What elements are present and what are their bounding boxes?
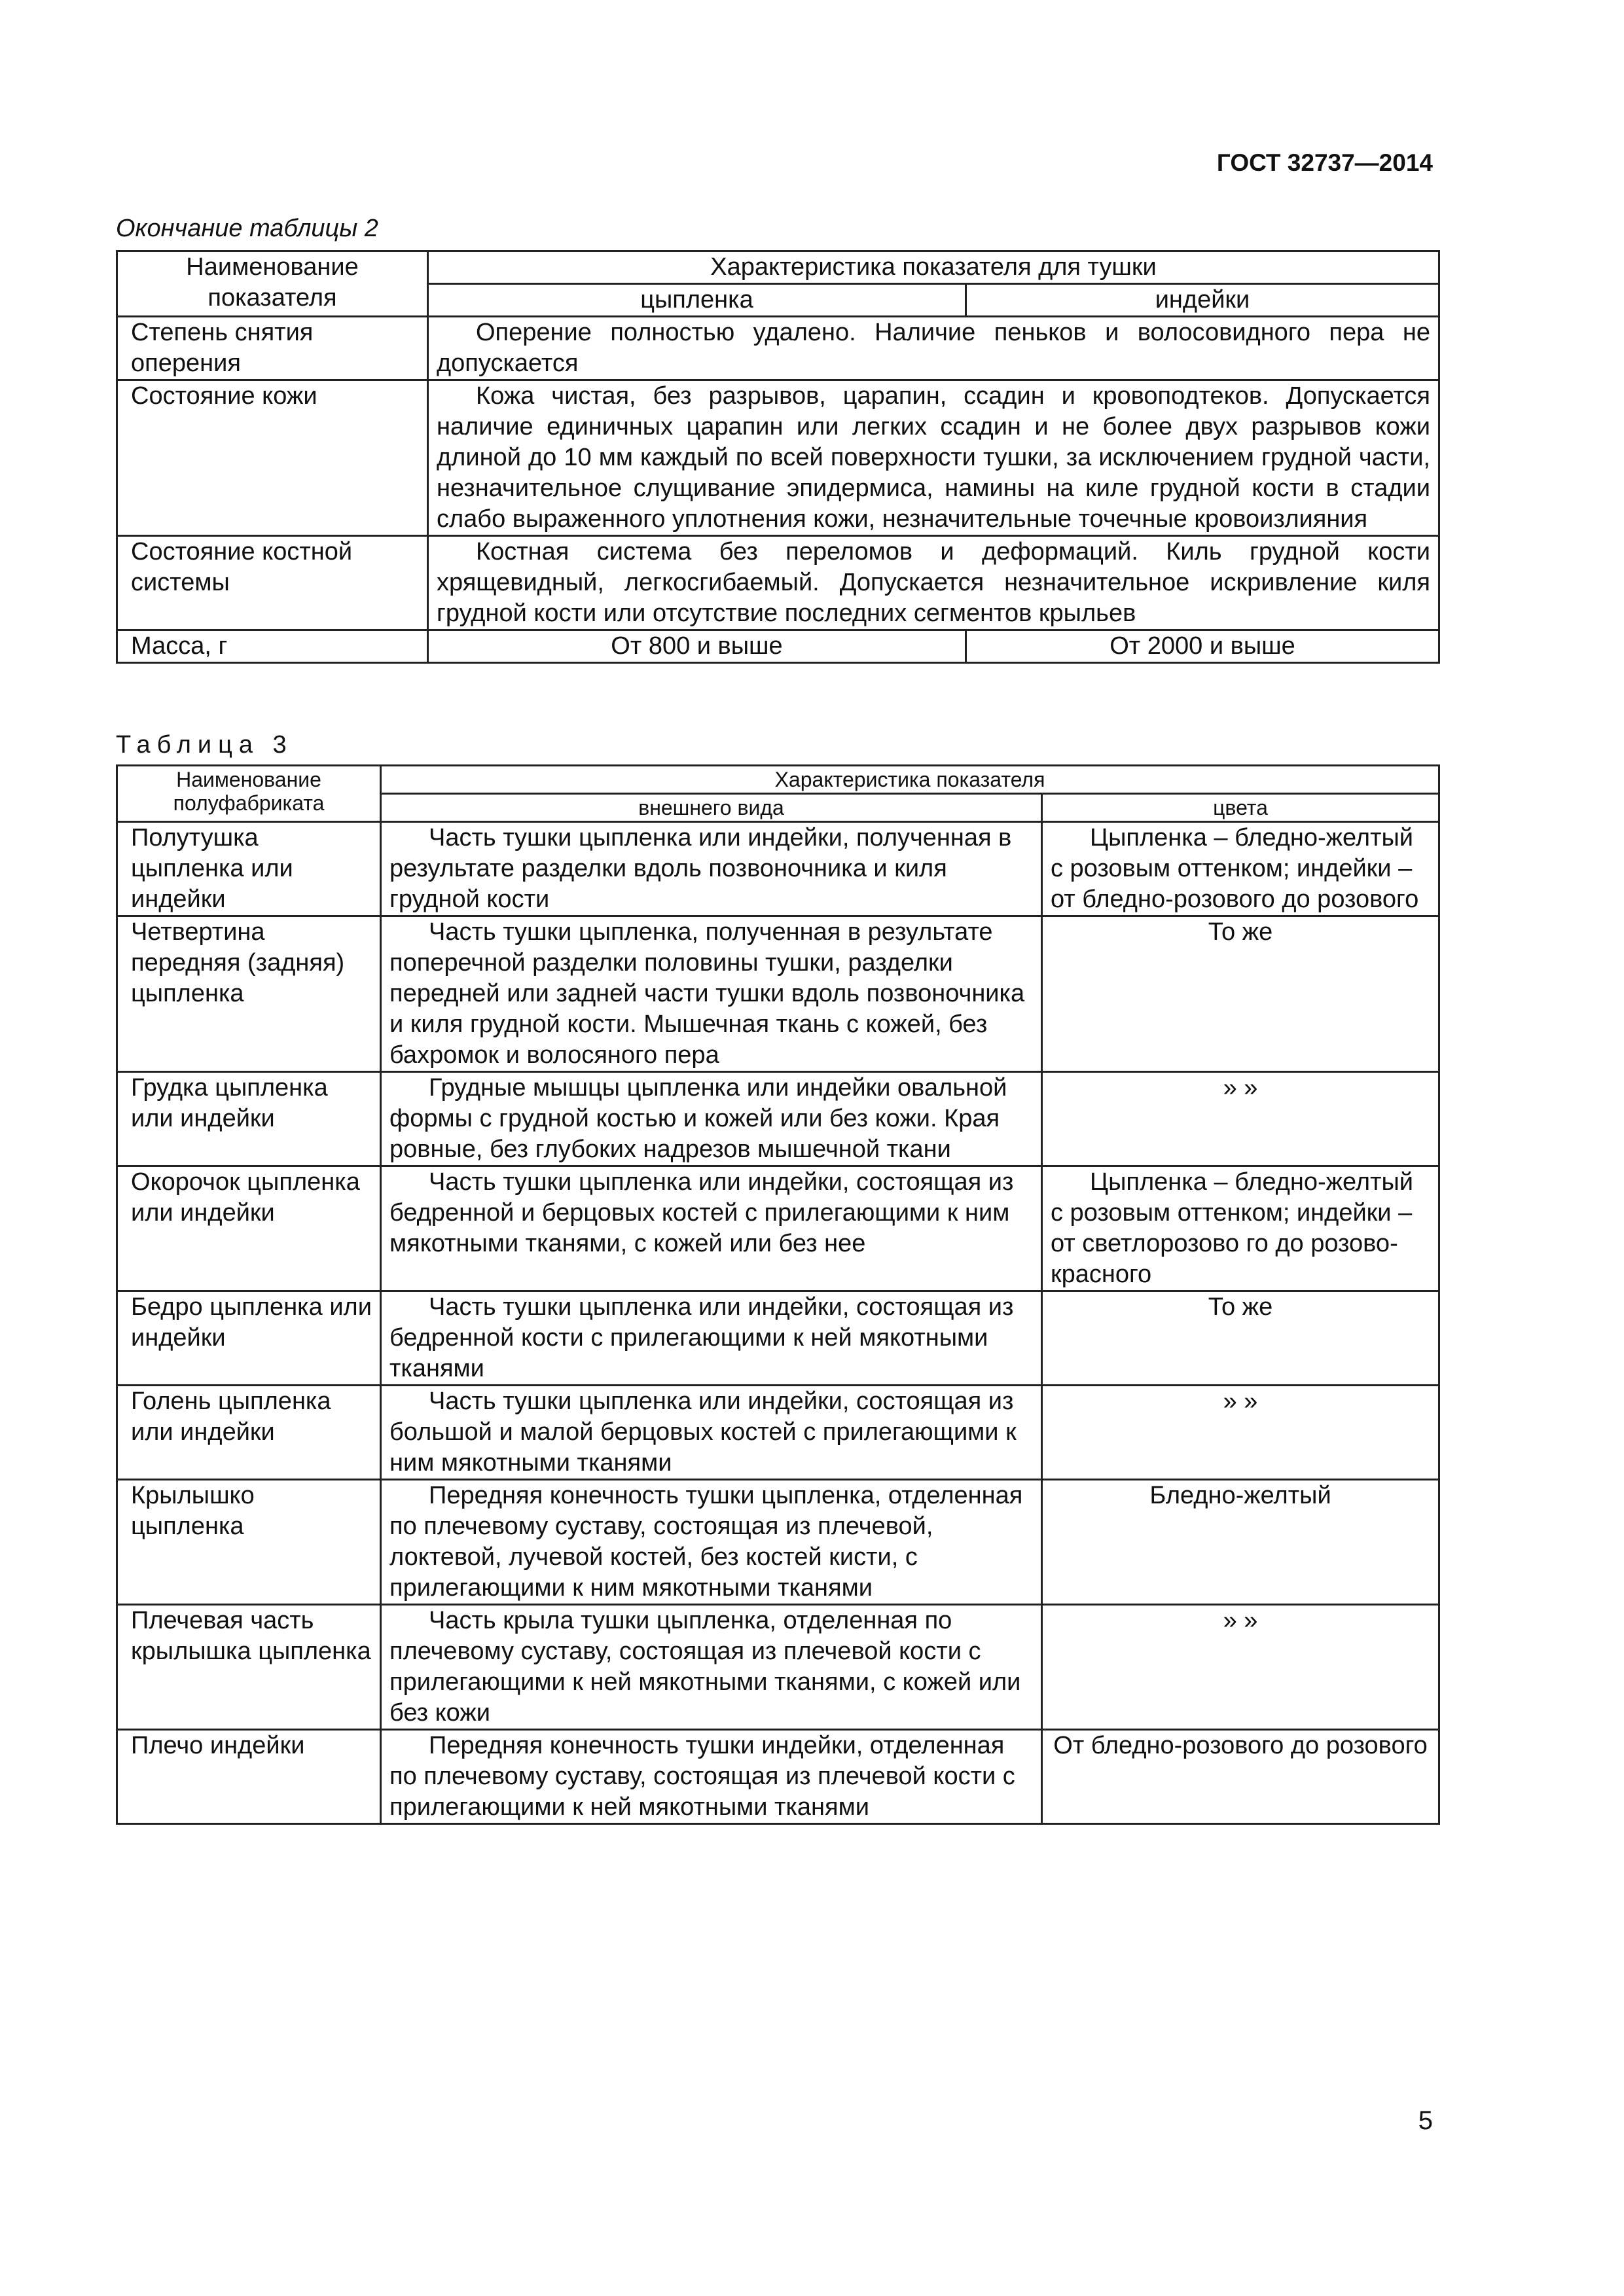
table3-cell-appearance: Передняя конечность тушки индейки, отделенная по плечевому суставу, состоящая из плечевой кости с прилегающими к ней мякотными тканями	[381, 1730, 1042, 1824]
table3-cell-name: Плечо индейки	[117, 1730, 381, 1824]
table2-cell-turkey: От 2000 и выше	[966, 630, 1439, 663]
table3-cell-appearance: Часть тушки цыпленка или индейки, состоящая из бедренной и берцовых костей с прилегающими к ним мякотными тканями, с кожей или без нее	[381, 1166, 1042, 1291]
table3-cell-name: Бедро цыпленка или индейки	[117, 1291, 381, 1386]
table-row	[117, 1730, 1439, 1824]
table-row	[117, 380, 1439, 536]
table-row	[117, 317, 1439, 380]
table2-header-turkey: индейки	[966, 284, 1439, 317]
table-row	[117, 1291, 1439, 1386]
table3-cell-color: Цыпленка – бледно-желтый с розовым оттенком; индейки – от бледно-розового до розового	[1042, 822, 1439, 916]
table2-cell-value: Костная система без переломов и деформаций. Киль грудной кости хрящевидный, легкосгибаемый. Допускается незначительное искривление киля грудной кости или отсутствие последних сегментов крыльев	[428, 536, 1439, 630]
document-code: ГОСТ 32737—2014	[1216, 149, 1433, 176]
table-row	[117, 630, 1439, 663]
table3-cell-appearance: Передняя конечность тушки цыпленка, отделенная по плечевому суставу, состоящая из плечевой, локтевой, лучевой костей, без костей кисти, с прилегающими к ним мякотными тканями	[381, 1480, 1042, 1605]
table3-cell-appearance: Грудные мышцы цыпленка или индейки овальной формы с грудной костью и кожей или без кожи. Края ровные, без глубоких надрезов мышечной ткани	[381, 1072, 1042, 1166]
table-row	[117, 822, 1439, 916]
table3-cell-name: Полутушка цыпленка или индейки	[117, 822, 381, 916]
table3-cell-color: » »	[1042, 1386, 1439, 1480]
table-row	[117, 1386, 1439, 1480]
table-row	[117, 1072, 1439, 1166]
table2-header-chicken: цыпленка	[428, 284, 966, 317]
table3-cell-color: » »	[1042, 1605, 1439, 1730]
table3-cell-appearance: Часть тушки цыпленка или индейки, состоящая из большой и малой берцовых костей с прилегающими к ним мякотными тканями	[381, 1386, 1042, 1480]
table3-cell-name: Окорочок цыпленка или индейки	[117, 1166, 381, 1291]
table3-cell-color: » »	[1042, 1072, 1439, 1166]
table2-header-group: Характеристика показателя для тушки	[428, 251, 1439, 284]
table3-cell-name: Четвертина передняя (задняя) цыпленка	[117, 916, 381, 1072]
table3-cell-appearance: Часть тушки цыпленка или индейки, полученная в результате разделки вдоль позвоночника и киля грудной кости	[381, 822, 1042, 916]
table3-cell-color: От бледно-розового до розового	[1042, 1730, 1439, 1824]
table2-header-name: Наименование показателя	[117, 251, 428, 317]
table2-cell-chicken: От 800 и выше	[428, 630, 966, 663]
table3-header-name: Наименование полуфабриката	[117, 766, 381, 822]
table2-cell-name: Степень снятия оперения	[117, 317, 428, 380]
table3-cell-name: Голень цыпленка или индейки	[117, 1386, 381, 1480]
table3-cell-name: Крылышко цыпленка	[117, 1480, 381, 1605]
table-row	[117, 916, 1439, 1072]
table3-cell-color: То же	[1042, 1291, 1439, 1386]
table2-caption: Окончание таблицы 2	[116, 215, 378, 242]
table3-cell-name: Грудка цыпленка или индейки	[117, 1072, 381, 1166]
table2	[116, 250, 1440, 664]
table3-header-color: цвета	[1042, 794, 1439, 822]
table-row	[117, 1605, 1439, 1730]
table3-cell-name: Плечевая часть крылышка цыпленка	[117, 1605, 381, 1730]
table3-cell-color: Бледно-желтый	[1042, 1480, 1439, 1605]
table3-header-group: Характеристика показателя	[381, 766, 1439, 794]
table2-cell-value: Оперение полностью удалено. Наличие пеньков и волосовидного пера не допускается	[428, 317, 1439, 380]
table3-cell-color: Цыпленка – бледно-желтый с розовым оттенком; индейки – от светлорозово го до розово-красного	[1042, 1166, 1439, 1291]
table2-cell-name: Состояние кожи	[117, 380, 428, 536]
table-row	[117, 1480, 1439, 1605]
table2-cell-value: Кожа чистая, без разрывов, царапин, ссадин и кровоподтеков. Допускается наличие единичных царапин или легких ссадин и не более двух разрывов кожи длиной до 10 мм каждый по всей поверхности тушки, за исключением грудной части, незначительное слущивание эпидермиса, намины на киле грудной кости в стадии слабо выраженного уплотнения кожи, незначительные точечные кровоизлияния	[428, 380, 1439, 536]
table3-header-appearance: внешнего вида	[381, 794, 1042, 822]
table3-cell-appearance: Часть тушки цыпленка, полученная в результате поперечной разделки половины тушки, разделки передней или задней части тушки вдоль позвоночника и киля грудной кости. Мышечная ткань с кожей, без бахромок и волосяного пера	[381, 916, 1042, 1072]
table3-cell-color: То же	[1042, 916, 1439, 1072]
table-row	[117, 536, 1439, 630]
table-row	[117, 1166, 1439, 1291]
table3-cell-appearance: Часть тушки цыпленка или индейки, состоящая из бедренной кости с прилегающими к ней мякотными тканями	[381, 1291, 1042, 1386]
table2-cell-name: Масса, г	[117, 630, 428, 663]
table2-cell-name: Состояние костной системы	[117, 536, 428, 630]
table3	[116, 764, 1440, 1825]
table3-cell-appearance: Часть крыла тушки цыпленка, отделенная по плечевому суставу, состоящая из плечевой кости с прилегающими к ней мякотными тканями, с кожей или без кожи	[381, 1605, 1042, 1730]
table3-caption: Таблица 3	[116, 731, 293, 759]
page-number: 5	[1418, 2106, 1433, 2135]
